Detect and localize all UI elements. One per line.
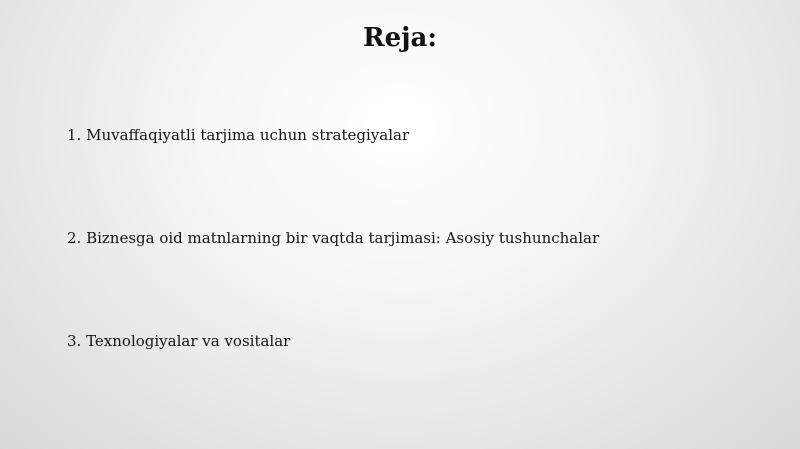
agenda-item-2: 2. Biznesga oid matnlarning bir vaqtda tarjimasi: Asosiy tushunchalar — [67, 229, 600, 247]
agenda-item-3: 3. Texnologiyalar va vositalar — [67, 332, 291, 350]
slide-title: Reja: — [362, 23, 437, 53]
agenda-item-1: 1. Muvaffaqiyatli tarjima uchun strategiyalar — [67, 126, 410, 144]
